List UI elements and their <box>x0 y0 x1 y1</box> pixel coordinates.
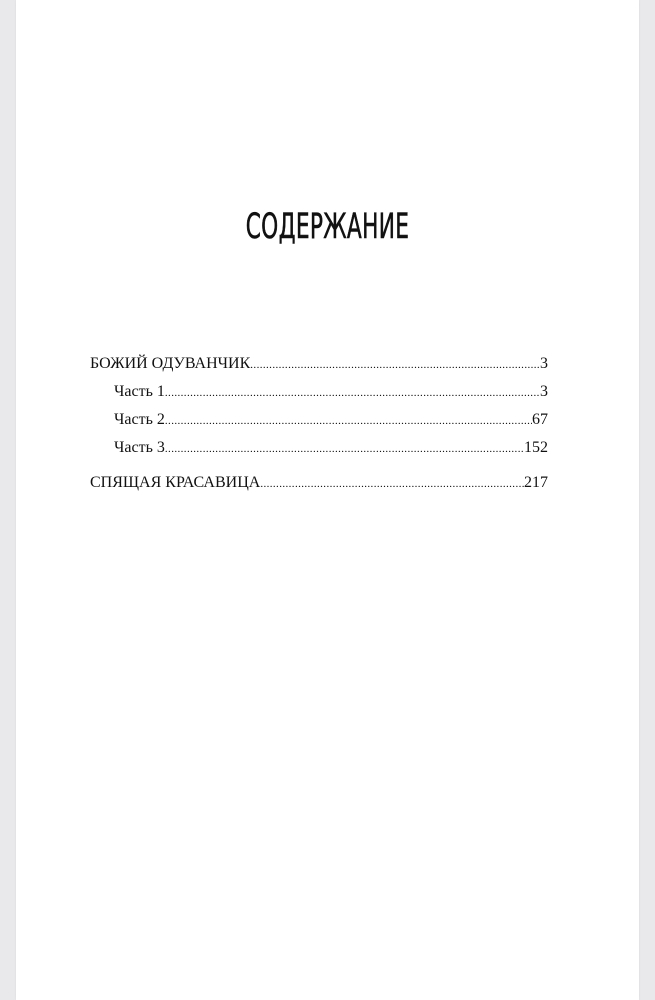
toc-entry-bozhiy-oduvanchik[interactable] <box>90 350 548 378</box>
page-title: СОДЕРЖАНИЕ <box>245 207 410 247</box>
toc-entry-part-2[interactable] <box>90 406 548 434</box>
toc-page-number: 3 <box>540 383 548 400</box>
toc-entry-label: СПЯЩАЯ КРАСАВИЦА <box>90 474 261 491</box>
table-of-contents <box>90 350 548 497</box>
toc-entry-part-3[interactable] <box>90 434 548 462</box>
toc-page-number: 217 <box>524 474 548 491</box>
toc-entry-spyashchaya-krasavitsa[interactable] <box>90 469 548 497</box>
dot-leader <box>250 351 540 379</box>
dot-leader <box>260 470 524 498</box>
toc-entry-label: Часть 2 <box>114 411 165 428</box>
dot-leader <box>165 407 532 435</box>
dot-leader <box>165 379 540 407</box>
toc-page-number: 67 <box>532 411 548 428</box>
toc-entry-label: Часть 3 <box>114 439 165 456</box>
document-page <box>16 0 639 1000</box>
toc-page-number: 152 <box>524 439 548 456</box>
toc-entry-label: БОЖИЙ ОДУВАНЧИК <box>90 355 251 372</box>
toc-page-number: 3 <box>540 355 548 372</box>
toc-entry-part-1[interactable] <box>90 378 548 406</box>
toc-entry-label: Часть 1 <box>114 383 165 400</box>
dot-leader <box>165 435 524 463</box>
